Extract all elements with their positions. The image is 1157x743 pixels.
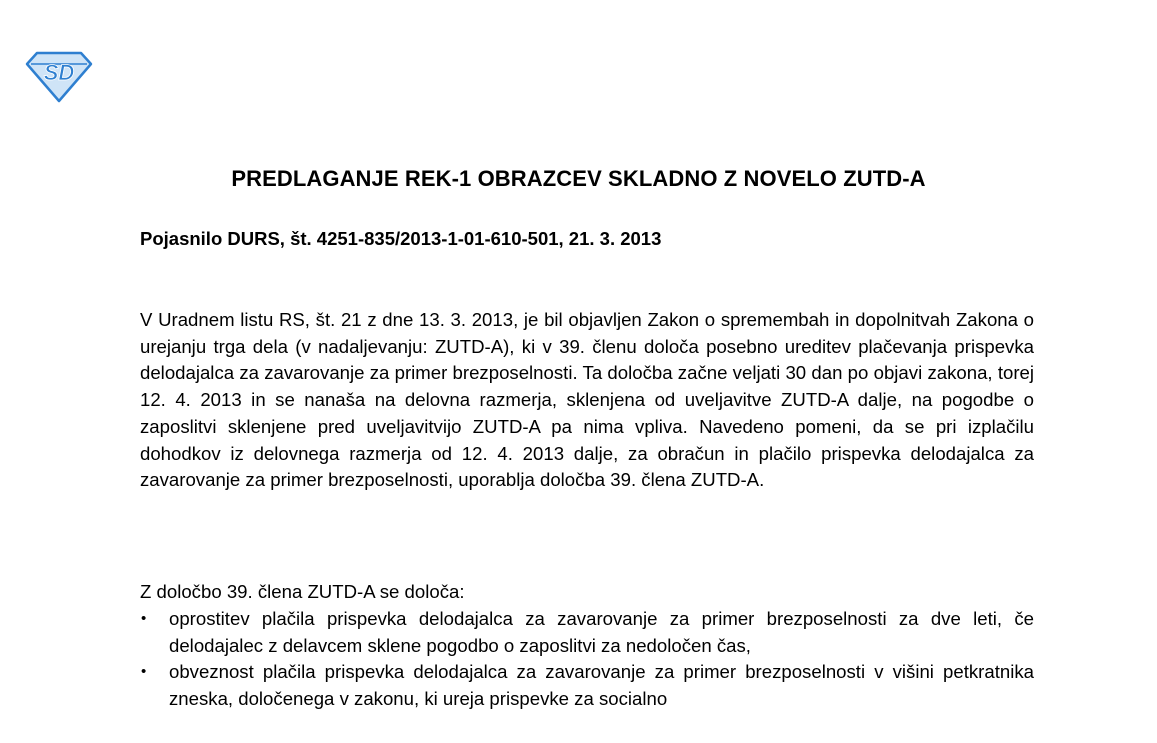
list-intro: Z določbo 39. člena ZUTD-A se določa: xyxy=(140,581,465,602)
bullet-list xyxy=(140,606,1034,713)
document-subtitle: Pojasnilo DURS, št. 4251-835/2013-1-01-610-501, 21. 3. 2013 xyxy=(140,228,662,249)
bullet-icon: • xyxy=(141,610,147,627)
list-item-text: obveznost plačila prispevka delodajalca za zavarovanje za primer brezposelnosti v višini petkratnika zneska, določenega v zakonu, ki ureja prispevke za socialno xyxy=(169,661,1034,710)
list-item-text: oprostitev plačila prispevka delodajalca za zavarovanje za primer brezposelnosti za dve leti, če delodajalec z delavcem sklene pogodbo o zaposlitvi za nedoločen čas, xyxy=(169,608,1034,656)
body-paragraph: V Uradnem listu RS, št. 21 z dne 13. 3. 2013, je bil objavljen Zakon o spremembah in dopolnitvah Zakona o urejanju trga dela (v nadaljevanju: ZUTD-A), ki v 39. členu določa posebno ureditev plačevanja prispevka delodajalca za zavarovanje za primer brezposelnosti. Ta določba začne veljati 30 dan po objavi zakona, torej 12. 4. 2013 in se nanaša na delovna razmerja, sklenjena od uveljavitve ZUTD-A dalje, na pogodbe o zaposlitvi sklenjene pred uveljavitvijo ZUTD-A pa nima vpliva. Navedeno pomeni, da se pri izplačilu dohodkov iz delovnega razmerja od 12. 4. 2013 dalje, za obračun in plačilo prispevka delodajalca za zavarovanje za primer brezposelnosti, uporablja določba 39. člena ZUTD-A. xyxy=(140,309,1034,491)
document-title: PREDLAGANJE REK-1 OBRAZCEV SKLADNO Z NOVELO ZUTD-A xyxy=(231,166,926,191)
sd-logo-icon xyxy=(23,50,95,104)
list-item xyxy=(140,606,1034,659)
bullet-icon: • xyxy=(141,663,147,681)
sd-logo xyxy=(23,50,95,104)
list-item xyxy=(140,659,1034,712)
logo-text: SD xyxy=(43,60,75,85)
